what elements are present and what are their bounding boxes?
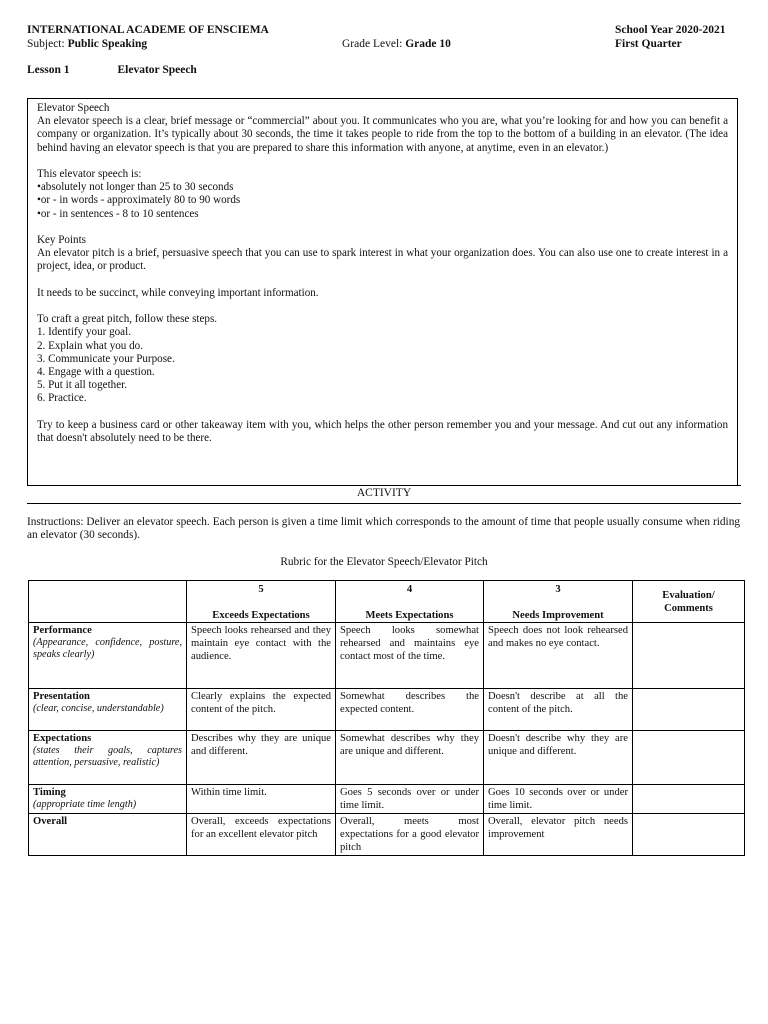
step-item: 3. Communicate your Purpose. (37, 352, 175, 365)
subject-label: Subject: (27, 38, 65, 50)
grade-line (342, 37, 451, 51)
criterion-cell: Expectations (states their goals, captures attention, persuasive, realistic) (29, 731, 187, 785)
key-points-heading: Key Points (37, 234, 87, 246)
table-row (29, 814, 745, 856)
school-year: School Year 2020-2021 (615, 24, 726, 36)
rubric-cell: Somewhat describes why they are unique and different. (336, 731, 484, 785)
table-row (29, 785, 745, 814)
succinct-paragraph: It needs to be succinct, while conveying important information. (37, 286, 319, 299)
step-item: 5. Put it all together. (37, 379, 127, 392)
evaluation-cell (633, 731, 745, 785)
rubric-cell: Overall, meets most expectations for a good elevator pitch (336, 814, 484, 856)
activity-instructions: Instructions: Deliver an elevator speech. Each person is given a time limit which corresponds to the amount of time that people usually consume when riding an elevator (30 seconds). (27, 516, 740, 542)
rubric-cell: Goes 5 seconds over or under time limit. (336, 785, 484, 814)
evaluation-header: Evaluation/ Comments (633, 581, 745, 623)
rubric-cell: Speech looks rehearsed and they maintain eye contact with the audience. (187, 623, 336, 689)
limit-item: •or - in sentences - 8 to 10 sentences (37, 207, 199, 220)
criterion-cell: Overall (29, 814, 187, 856)
quarter: First Quarter (615, 38, 682, 50)
intro-paragraph: An elevator speech is a clear, brief message or “commercial” about you. It communicates who you are, what you’re looking for and how you can benefit a company or organization. It’s typically about 30 seconds, the time it takes people to ride from the top to the bottom of a building in an elevator. (The idea behind having an elevator speech is that you are prepared to share this information with anyone, at anytime, even in an elevator.) (37, 115, 728, 154)
content-heading: Elevator Speech (37, 102, 110, 114)
school-name: INTERNATIONAL ACADEME OF ENSCIEMA (27, 24, 269, 36)
activity-bottom-rule (27, 503, 741, 504)
evaluation-cell (633, 785, 745, 814)
lesson-content-box (27, 98, 738, 486)
lesson-line (27, 63, 197, 77)
limit-item: •absolutely not longer than 25 to 30 seconds (37, 181, 234, 194)
rubric-cell: Doesn't describe at all the content of the pitch. (484, 689, 633, 731)
criterion-cell: Timing (appropriate time length) (29, 785, 187, 814)
table-row (29, 731, 745, 785)
rubric-title: Rubric for the Elevator Speech/Elevator Pitch (280, 556, 488, 568)
steps-heading: To craft a great pitch, follow these steps. (37, 313, 218, 326)
step-item: 6. Practice. (37, 392, 87, 405)
lesson-title: Elevator Speech (117, 64, 197, 76)
score-4-header: 4 Meets Expectations (336, 581, 484, 623)
evaluation-cell (633, 623, 745, 689)
rubric-cell: Speech looks somewhat rehearsed and maintains eye contact most of the time. (336, 623, 484, 689)
criterion-cell: Performance (Appearance, confidence, posture, speaks clearly) (29, 623, 187, 689)
score-5-header: 5 Exceeds Expectations (187, 581, 336, 623)
activity-top-rule (27, 485, 741, 486)
key-points-paragraph: An elevator pitch is a brief, persuasive speech that you can use to spark interest in what your organization does. You can also use one to create interest in a project, idea, or product. (37, 247, 728, 273)
subject-line (27, 37, 147, 51)
table-row (29, 689, 745, 731)
lesson-number: Lesson 1 (27, 64, 70, 76)
rubric-cell: Speech does not look rehearsed and makes no eye contact. (484, 623, 633, 689)
grade-label: Grade Level: (342, 38, 403, 50)
rubric-header-row (29, 581, 745, 623)
step-item: 1. Identify your goal. (37, 326, 131, 339)
subject-value: Public Speaking (67, 38, 148, 50)
evaluation-cell (633, 689, 745, 731)
score-3-header: 3 Needs Improvement (484, 581, 633, 623)
activity-title: ACTIVITY (356, 487, 412, 499)
grade-value: Grade 10 (405, 38, 451, 50)
rubric-cell: Overall, exceeds expectations for an excellent elevator pitch (187, 814, 336, 856)
criteria-header (29, 581, 187, 623)
rubric-cell: Somewhat describes the expected content. (336, 689, 484, 731)
closing-paragraph: Try to keep a business card or other takeaway item with you, which helps the other person remember you and your message. And cut out any information that doesn't absolutely need to be there. (37, 418, 728, 444)
rubric-cell: Doesn't describe why they are unique and different. (484, 731, 633, 785)
limits-heading: This elevator speech is: (37, 168, 142, 180)
limit-item: •or - in words - approximately 80 to 90 words (37, 194, 241, 207)
rubric-table (28, 580, 745, 856)
rubric-cell: Goes 10 seconds over or under time limit. (484, 785, 633, 814)
criterion-cell: Presentation (clear, concise, understandable) (29, 689, 187, 731)
table-row (29, 623, 745, 689)
rubric-cell: Overall, elevator pitch needs improvement (484, 814, 633, 856)
rubric-cell: Clearly explains the expected content of the pitch. (187, 689, 336, 731)
rubric-cell: Within time limit. (187, 785, 336, 814)
step-item: 2. Explain what you do. (37, 339, 143, 352)
evaluation-cell (633, 814, 745, 856)
rubric-cell: Describes why they are unique and different. (187, 731, 336, 785)
step-item: 4. Engage with a question. (37, 366, 155, 378)
